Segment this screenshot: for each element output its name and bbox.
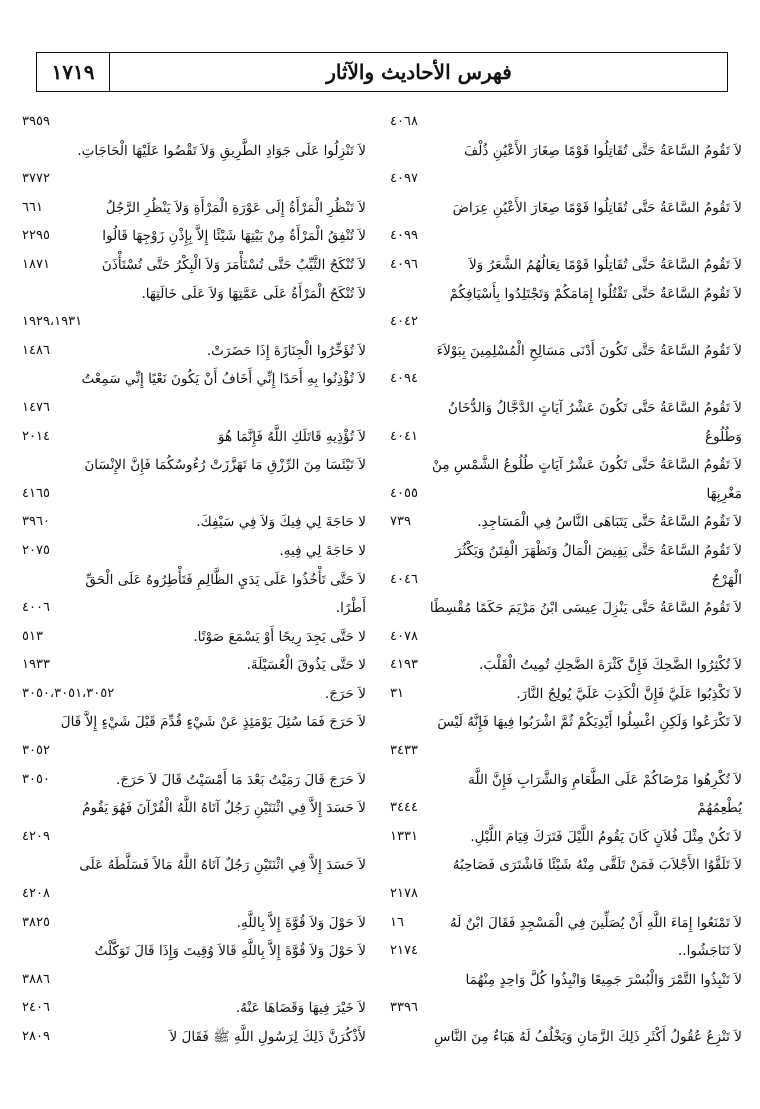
index-entry <box>386 137 742 166</box>
hadith-text: مَغْرِبِهَا <box>706 485 742 502</box>
index-entry <box>386 365 742 394</box>
index-entry <box>18 737 366 766</box>
hadith-number: ٣٩٦٠ <box>22 514 50 530</box>
hadith-number: ٣٧٧٢ <box>22 171 50 187</box>
index-entry <box>18 394 366 423</box>
hadith-text: لاَ تَلَقَّوُا الأَجْلاَبَ فَمَنْ تَلَقَّى مِنْهُ شَيْئًا فَاشْتَرَى فَصَاحِبُهُ <box>452 857 742 874</box>
hadith-text: لاَ حَرَجَ قَالَ رَمَيْتُ بَعْدَ مَا أَمْسَيْتُ قَالَ لاَ حَرَجَ. <box>116 771 366 788</box>
hadith-text: لاَ حَوْلَ وَلاَ قُوَّةَ إِلاَّ بِاللَّهِ. <box>236 914 366 931</box>
index-entry <box>18 766 366 795</box>
hadith-text: لا حَتَّى يَجِدَ رِيحًا أَوْ يَسْمَعَ صَوْتًا. <box>193 628 366 645</box>
hadith-text: لاَ حَسَدَ إِلاَّ فِي اثْنَتَيْنِ رَجُلٌ آتَاهُ اللَّهُ الْقُرْآنَ فَهُوَ يَقُومُ <box>82 800 366 817</box>
index-entry <box>386 737 742 766</box>
index-entry <box>386 823 742 852</box>
index-entry <box>386 909 742 938</box>
hadith-number: ٢٠٧٥ <box>22 542 50 558</box>
hadith-text: لاَ تَنْبِذُوا التَّمْرَ وَالْبُسْرَ جَمِيعًا وَانْبِذُوا كُلَّ وَاحِدٍ مِنْهُمَا <box>465 971 742 988</box>
header-divider <box>109 53 110 91</box>
index-entry <box>18 337 366 366</box>
hadith-text: لاَ حَتَّى تَأْخُذُوا عَلَى يَدَيِ الظَّالِمِ فَتَأْطِرُوهُ عَلَى الْحَقِّ <box>85 571 366 588</box>
hadith-number: ٣٣٩٦ <box>390 1000 418 1016</box>
index-entry <box>18 880 366 909</box>
right-column <box>386 108 742 1098</box>
index-entry <box>18 566 366 595</box>
hadith-number: ٣٨٨٦ <box>22 971 50 987</box>
hadith-text: لاَ تُنْكَحُ الثَّيِّبُ حَتَّى تُسْتَأْمَرَ وَلاَ الْبِكْرُ حَتَّى تُسْتَأْذَنَ <box>101 256 366 273</box>
hadith-number: ٢٤٠٦ <box>22 1000 50 1016</box>
hadith-text: لاَ تُؤَخِّرُوا الْجِنَازَةَ إِذَا حَضَرَتْ. <box>206 342 366 359</box>
index-entry <box>18 851 366 880</box>
index-entry <box>386 880 742 909</box>
hadith-text: لاَ تَقُومُ السَّاعَةُ حَتَّى تَكُونَ عَشْرُ آيَاتٍ طُلُوعُ الشَّمْسِ مِنْ <box>431 457 742 474</box>
hadith-number: ٣٠٥٠ <box>22 771 50 787</box>
hadith-text: لاَ تَنْظُرِ الْمَرْأَةُ إِلَى عَوْرَةِ الْمَرْأَةِ وَلاَ يَنْظُرِ الرَّجُلُ <box>105 199 366 216</box>
index-entry <box>18 308 366 337</box>
page-header <box>36 52 728 92</box>
hadith-text: لاَ تُؤْذِنُوا بِهِ أَحَدًا إِنِّي أَخَافُ أَنْ يَكُونَ نَعْيًا إِنِّي سَمِعْتُ <box>81 371 366 388</box>
index-entry <box>18 508 366 537</box>
hadith-number: ٣٩٥٩ <box>22 114 50 129</box>
hadith-number: ١٨٧١ <box>22 256 50 272</box>
hadith-text: وَطُلُوعُ <box>704 428 742 445</box>
hadith-text: لاَ تَنْزِلُوا عَلَى جَوَادِ الطَّرِيقِ وَلاَ تَقْضُوا عَلَيْهَا الْحَاجَاتِ. <box>77 142 366 159</box>
hadith-number: ٤٢٠٨ <box>22 886 50 902</box>
index-entry <box>386 566 742 595</box>
hadith-text: لاَ حَسَدَ إِلاَّ فِي اثْنَتَيْنِ رَجُلٌ آتَاهُ اللَّهُ مَالاً فَسَلَّطَهُ عَلَى <box>79 857 366 874</box>
index-entry <box>18 966 366 995</box>
hadith-number: ٤٠٩٦ <box>390 256 418 272</box>
index-entry <box>386 251 742 280</box>
index-entry <box>386 194 742 223</box>
index-entry <box>386 708 742 737</box>
hadith-number: ٤٠٩٧ <box>390 171 418 187</box>
hadith-text: لاَ خَيْرَ فِيهَا وَقَضَاهَا عَنْهُ. <box>235 1000 366 1017</box>
hadith-text: لاَ تَكُنْ مِثْلَ فُلاَنٍ كَانَ يَقُومُ اللَّيْلَ فَتَرَكَ قِيَامَ اللَّيْلِ. <box>470 828 742 845</box>
index-entry <box>386 594 742 623</box>
hadith-number: ١٤٨٦ <box>22 342 50 358</box>
hadith-number: ٧٣٩ <box>390 514 411 530</box>
index-entry <box>18 994 366 1023</box>
hadith-text: لاَ تُكْثِرُوا الضَّحِكَ فَإِنَّ كَثْرَةَ الضَّحِكِ تُمِيتُ الْقَلْبَ. <box>479 657 742 674</box>
index-entry <box>386 966 742 995</box>
hadith-text: لاَ حَوْلَ وَلاَ قُوَّةَ إِلاَّ بِاللَّهِ قَالاَ وُقِيتَ وَإِذَا قَالَ تَوَكَّلْتُ <box>94 943 366 960</box>
hadith-number: ٤٢٠٩ <box>22 828 50 844</box>
index-entry <box>386 222 742 251</box>
hadith-text: لاَ تَنْزِعُ عُقُولُ أَكْثَرِ ذَلِكَ الزَّمَانِ وَيَخْلُفُ لَهُ هَبَاءٌ مِنَ النَّاسِ <box>434 1029 742 1045</box>
page-number: ١٧١٩ <box>51 60 95 84</box>
hadith-number: ٤١٦٥ <box>22 485 50 501</box>
hadith-text: لاَ تَقُومُ السَّاعَةُ حَتَّى يَنْزِلَ عِيسَى ابْنُ مَرْيَمَ حَكَمًا مُقْسِطًا <box>429 600 742 617</box>
hadith-text: أَطْرًا. <box>335 600 366 617</box>
index-entry <box>18 423 366 452</box>
index-entry <box>18 794 366 823</box>
hadith-number: ١٦ <box>390 914 404 930</box>
hadith-number: ٣١ <box>390 685 404 701</box>
left-column <box>18 108 366 1098</box>
index-entry <box>18 280 366 309</box>
hadith-number: ٤٠٤٦ <box>390 571 418 587</box>
hadith-number: ٥١٣ <box>22 628 43 644</box>
index-entry <box>386 508 742 537</box>
hadith-text: لاَ حَرَجَ فَمَا سُئِلَ يَوْمَئِذٍ عَنْ شَيْءٍ قُدِّمَ قَبْلَ شَيْءٍ إِلاَّ قَالَ <box>60 714 366 731</box>
index-entry <box>18 165 366 194</box>
hadith-text: الْهَرْجُ <box>711 571 742 588</box>
index-entry <box>386 165 742 194</box>
hadith-text: لاَ تَقُومُ السَّاعَةُ حَتَّى تَكُونَ أَدْنَى مَسَالِحِ الْمُسْلِمِينَ بِبَوْلاَءَ <box>436 342 742 359</box>
index-entry <box>386 423 742 452</box>
hadith-text: لأَذْكُرَنَّ ذَلِكَ لِرَسُولِ اللَّهِ ﷺ فَقَالَ لاَ <box>169 1029 366 1045</box>
index-entry <box>386 480 742 509</box>
index-entry <box>18 1023 366 1052</box>
index-entry <box>18 251 366 280</box>
index-entry <box>18 708 366 737</box>
index-entry <box>386 108 742 137</box>
hadith-number: ٤٠٦٨ <box>390 114 418 129</box>
hadith-text: لاَ تَقُومُ السَّاعَةُ حَتَّى يَفِيضَ الْمَالُ وَتَظْهَرَ الْفِتَنُ وَيَكْثُرَ <box>454 542 742 559</box>
hadith-text: لاَ تَقُومُ السَّاعَةُ حَتَّى تَقْتُلُوا إِمَامَكُمْ وَتَجْتَلِدُوا بِأَسْيَافِكُمْ <box>449 285 742 302</box>
hadith-number: ٤٠٩٩ <box>390 228 418 244</box>
index-entry <box>386 280 742 309</box>
index-entry <box>18 480 366 509</box>
index-entry <box>386 651 742 680</box>
index-entry <box>386 680 742 709</box>
hadith-number: ٢٠١٤ <box>22 428 50 444</box>
index-entry <box>18 365 366 394</box>
hadith-text: لاَ تَقُومُ السَّاعَةُ حَتَّى تُقَاتِلُوا قَوْمًا صِغَارَ الأَعْيُنِ ذُلْفَ <box>464 142 742 159</box>
index-entry <box>18 623 366 652</box>
hadith-number: ٢٨٠٩ <box>22 1029 50 1044</box>
index-entry <box>386 794 742 823</box>
hadith-text: لا حَاجَةَ لِي فِيكَ وَلاَ فِي سَيْفِكَ. <box>196 514 366 531</box>
index-entry <box>386 766 742 795</box>
hadith-text: لاَ تُنْكَحُ الْمَرْأَةُ عَلَى عَمَّتِهَا وَلاَ عَلَى خَالَتِهَا. <box>141 285 366 302</box>
index-entry <box>386 451 742 480</box>
hadith-text: لاَ تَقُومُ السَّاعَةُ حَتَّى تُقَاتِلُوا قَوْمًا صِغَارَ الأَعْيُنِ عِرَاضَ <box>452 199 742 216</box>
hadith-text: لاَ تَنَاجَشُوا.. <box>677 943 742 960</box>
hadith-number: ١٣٣١ <box>390 828 418 844</box>
hadith-text: لاَ تَقُومُ السَّاعَةُ حَتَّى تَكُونَ عَشْرُ آيَاتٍ الدَّجَّالُ وَالدُّخَانُ <box>448 399 742 416</box>
hadith-number: ٤١٩٣ <box>390 657 418 673</box>
hadith-text: يُطْعِمُهُمْ <box>697 800 742 817</box>
index-entry <box>18 451 366 480</box>
hadith-text: لاَ تُكْرِهُوا مَرْضَاكُمْ عَلَى الطَّعَامِ وَالشَّرَابِ فَإِنَّ اللَّهَ <box>468 771 742 788</box>
index-entry <box>18 537 366 566</box>
hadith-number: ٢١٧٨ <box>390 886 418 902</box>
hadith-text: لا حَتَّى يَذُوقَ الْعُسَيْلَةَ. <box>246 657 366 674</box>
index-entry <box>386 937 742 966</box>
hadith-text: لاَ تَقُومُ السَّاعَةُ حَتَّى يَتَبَاهَى النَّاسُ فِي الْمَسَاجِدِ. <box>477 514 742 531</box>
hadith-text: لاَ تَقُومُ السَّاعَةُ حَتَّى تُقَاتِلُوا قَوْمًا نِعَالُهُمُ الشَّعَرُ وَلاَ <box>468 256 742 273</box>
hadith-text: لا حَاجَةَ لِي فِيهِ. <box>279 542 366 559</box>
hadith-number: ٦٦١ <box>22 199 43 215</box>
hadith-number: ٤٠٥٥ <box>390 485 418 501</box>
index-entry <box>18 680 366 709</box>
hadith-number: ٢٢٩٥ <box>22 228 50 244</box>
hadith-number: ١٩٣٣ <box>22 657 50 673</box>
hadith-number: ٤٠٤١ <box>390 428 418 444</box>
index-entry <box>386 994 742 1023</box>
index-entry <box>18 194 366 223</box>
hadith-number: ٣٨٢٥ <box>22 914 50 930</box>
hadith-number: ٣٠٥٠،٣٠٥١،٣٠٥٢ <box>22 685 115 701</box>
index-entry <box>386 394 742 423</box>
index-entry <box>18 937 366 966</box>
hadith-text: لاَ تَكْرَعُوا وَلَكِنِ اغْسِلُوا أَيْدِيَكُمْ ثُمَّ اشْرَبُوا فِيهَا فَإِنَّهُ لَيْسَ <box>437 714 742 731</box>
index-entry <box>18 651 366 680</box>
hadith-number: ٤٠٠٦ <box>22 600 50 616</box>
hadith-text: لاَ تَكْذِبُوا عَلَيَّ فَإِنَّ الْكَذِبَ عَلَيَّ يُولِجُ النَّارَ. <box>516 685 742 702</box>
index-entry <box>386 851 742 880</box>
index-entry <box>18 108 366 137</box>
index-entry <box>386 537 742 566</box>
index-entry <box>386 1023 742 1052</box>
hadith-text: لاَ تَيْئَسَا مِنَ الرِّزْقِ مَا تَهَزَّزَتْ رُءُوسُكُمَا فَإِنَّ الإِنْسَانَ <box>84 457 366 474</box>
hadith-number: ٤٠٩٤ <box>390 371 418 387</box>
hadith-number: ١٩٢٩،١٩٣١ <box>22 314 83 330</box>
hadith-text: لاَ حَرَجَ. <box>324 685 366 702</box>
index-entry <box>18 137 366 166</box>
index-entry <box>386 308 742 337</box>
hadith-number: ٤٠٧٨ <box>390 628 418 644</box>
hadith-number: ٣٤٣٣ <box>390 743 418 759</box>
hadith-text: لاَ تُنْفِقُ الْمَرْأَةُ مِنْ بَيْتِهَا شَيْئًا إِلاَّ بِإِذْنِ زَوْجِهَا قَالُوا <box>102 228 366 245</box>
index-entry <box>18 909 366 938</box>
hadith-text: لاَ تُؤْذِيهِ قَاتَلَكِ اللَّهُ فَإِنَّمَا هُوَ <box>218 428 366 445</box>
index-entry <box>18 823 366 852</box>
hadith-number: ٤٠٤٢ <box>390 314 418 330</box>
hadith-number: ١٤٧٦ <box>22 399 50 415</box>
index-entry <box>386 337 742 366</box>
index-entry <box>18 594 366 623</box>
page-title: فهرس الأحاديث والآثار <box>326 60 512 84</box>
hadith-text: لاَ تَمْنَعُوا إِمَاءَ اللَّهِ أَنْ يُصَلِّينَ فِي الْمَسْجِدِ فَقَالَ ابْنٌ لَهُ <box>449 914 742 931</box>
index-entry <box>18 222 366 251</box>
hadith-number: ٣٤٤٤ <box>390 800 418 816</box>
index-entry <box>386 623 742 652</box>
hadith-number: ٢١٧٤ <box>390 943 418 959</box>
hadith-number: ٣٠٥٢ <box>22 743 50 759</box>
